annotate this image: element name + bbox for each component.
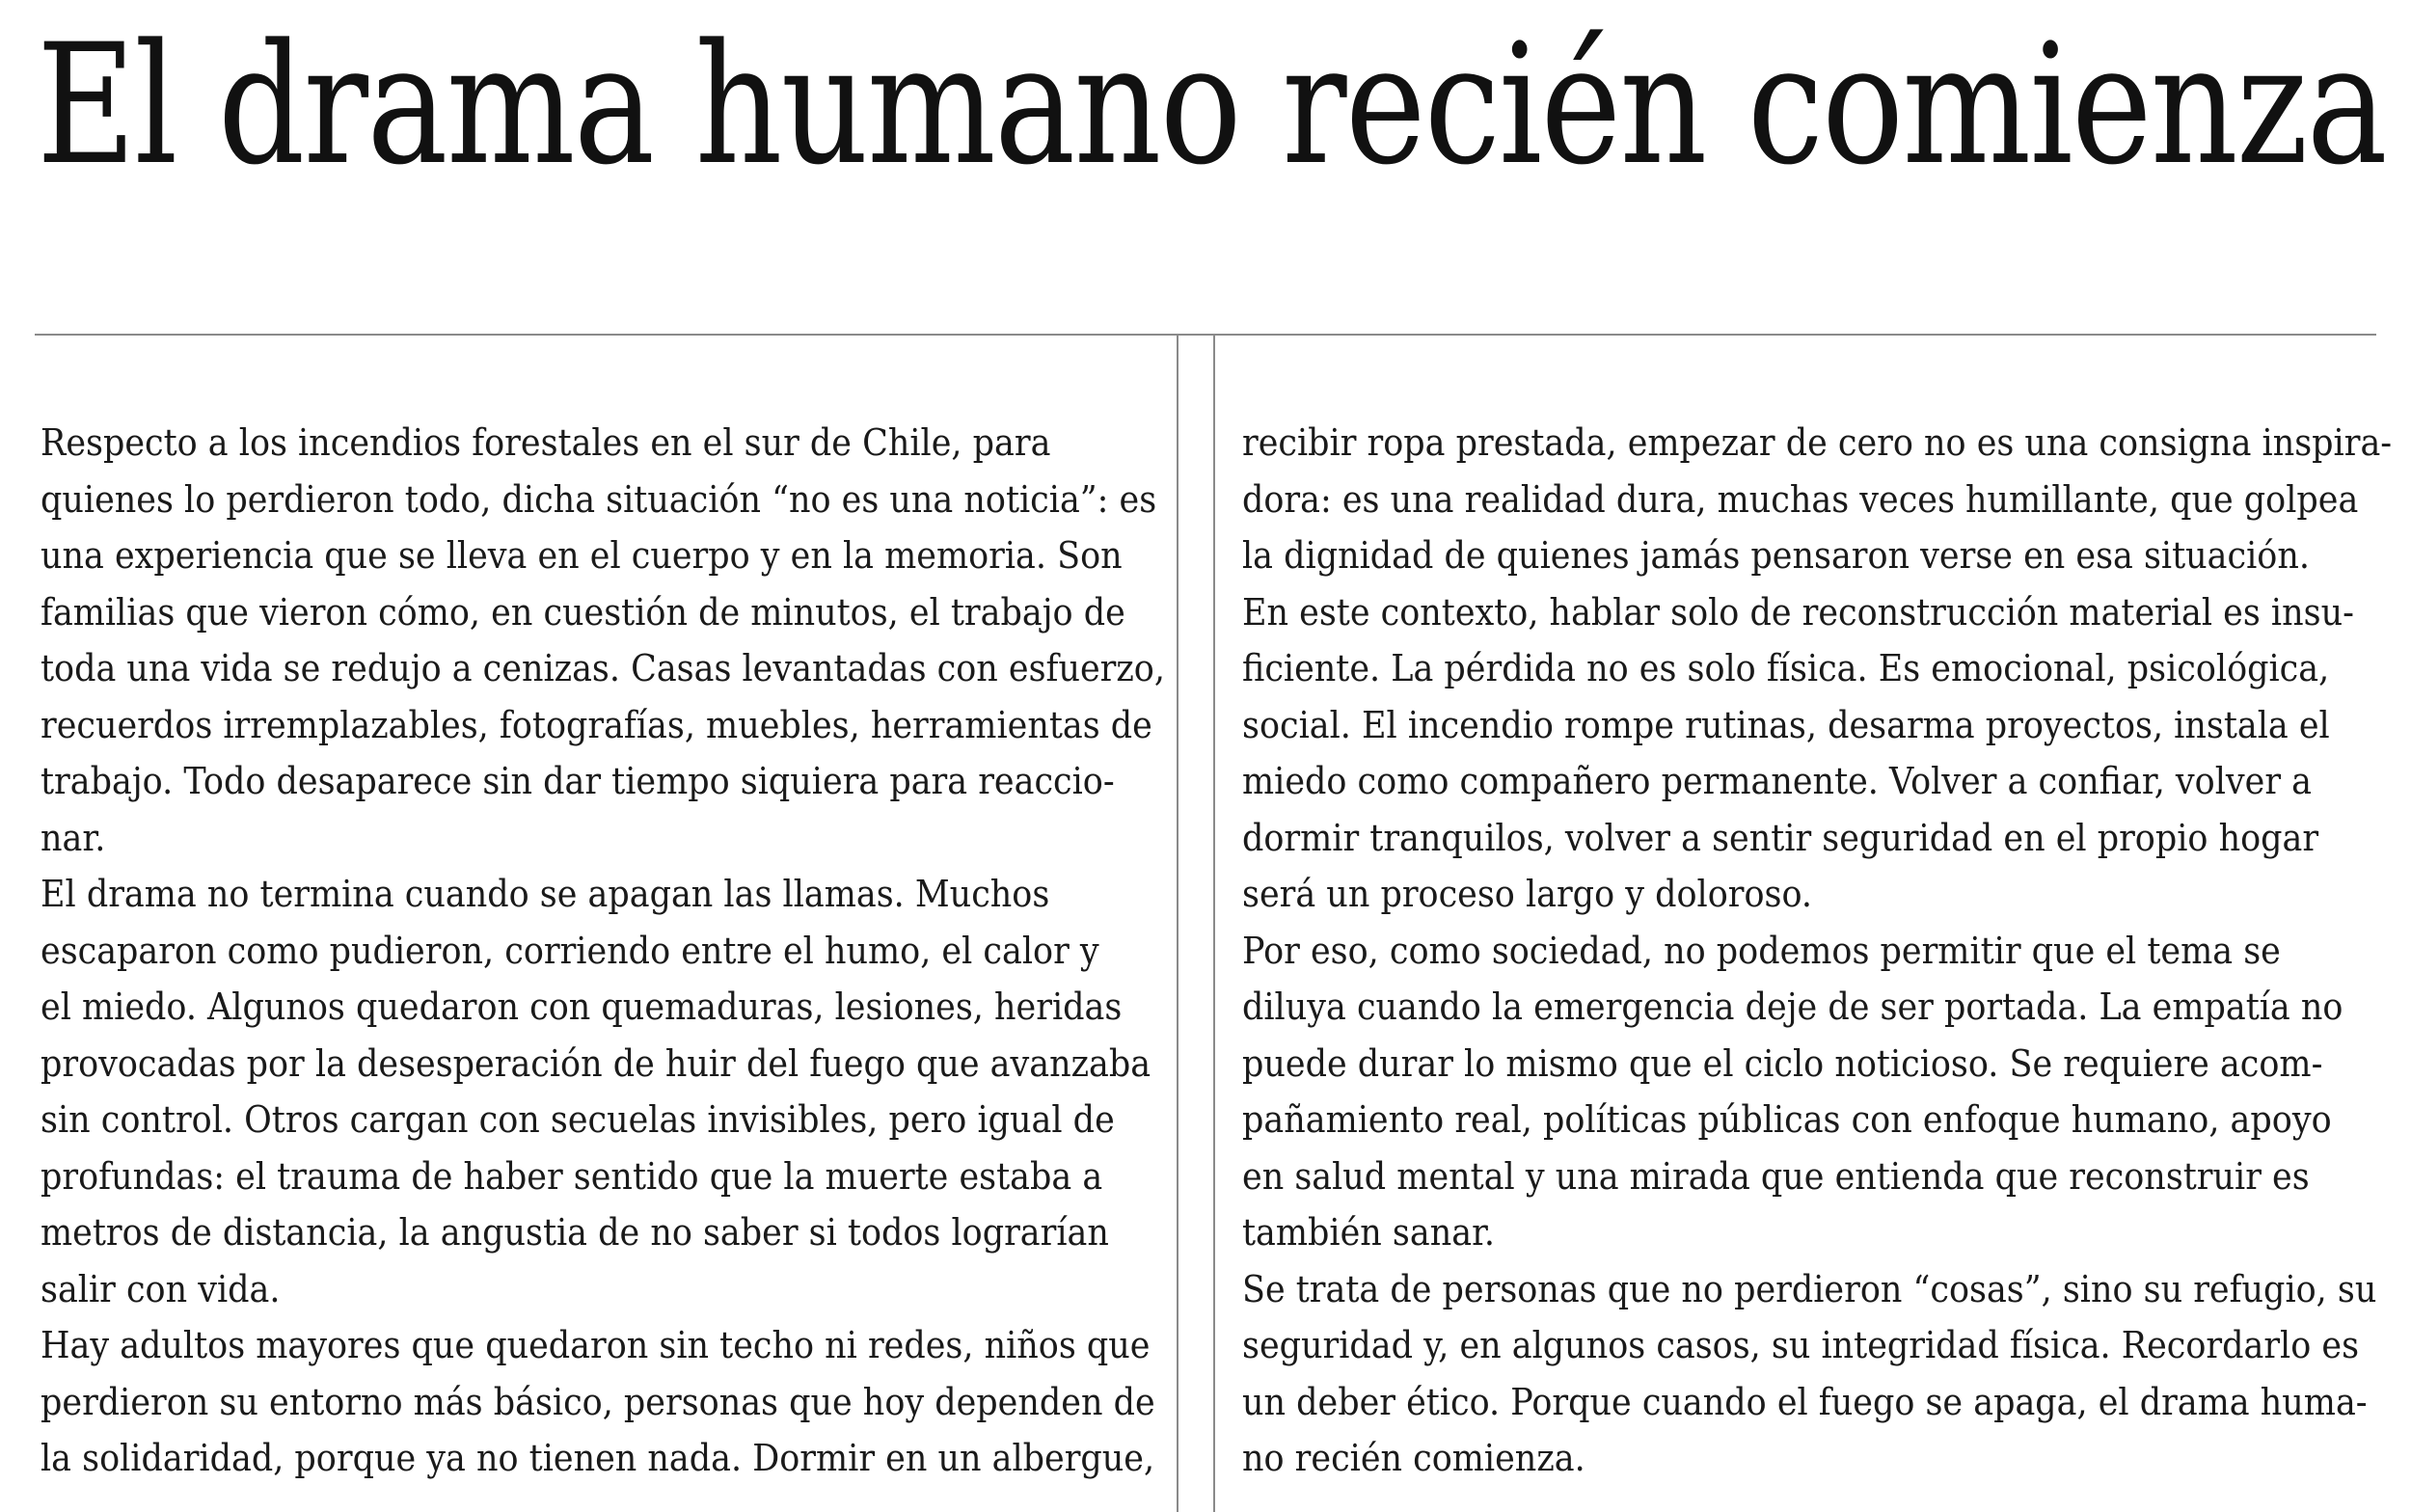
body-text-line: no recién comienza. (1242, 1437, 1585, 1479)
body-text-line: En este contexto, hablar solo de reconstrucción material es insu- (1242, 590, 2354, 634)
body-text-line: ficiente. La pérdida no es solo física. Es emocional, psicológica, (1242, 647, 2330, 689)
body-text-line: toda una vida se redujo a cenizas. Casas levantadas con esfuerzo, (41, 647, 1165, 689)
body-text-line: escaparon como pudieron, corriendo entre el humo, el calor y (41, 929, 1099, 972)
body-text-line: diluya cuando la emergencia deje de ser portada. La empatía no (1242, 986, 2343, 1028)
body-text-line: un deber ético. Porque cuando el fuego se apaga, el drama huma- (1242, 1380, 2368, 1423)
body-text-line: salir con vida. (41, 1267, 281, 1310)
body-text-line: el miedo. Algunos quedaron con quemaduras, lesiones, heridas (41, 986, 1123, 1028)
body-text-line: recibir ropa prestada, empezar de cero no es una consigna inspira- (1242, 421, 2393, 464)
body-text-line: quienes lo perdieron todo, dicha situación “no es una noticia”: es (41, 477, 1157, 521)
body-text-line: miedo como compañero permanente. Volver a confiar, volver a (1242, 760, 2313, 802)
body-text-line: puede durar lo mismo que el ciclo noticioso. Se requiere acom- (1242, 1041, 2323, 1085)
body-text-line: Por eso, como sociedad, no podemos permitir que el tema se (1242, 929, 2281, 972)
body-text-line: El drama no termina cuando se apagan las llamas. Muchos (41, 873, 1050, 915)
body-text-line: familias que vieron cómo, en cuestión de minutos, el trabajo de (41, 590, 1125, 634)
body-text-line: nar. (41, 816, 106, 859)
body-text-line: profundas: el trauma de haber sentido que la muerte estaba a (41, 1154, 1103, 1198)
body-text-line: una experiencia que se lleva en el cuerpo y en la memoria. Son (41, 534, 1123, 577)
body-text-line: pañamiento real, políticas públicas con enfoque humano, apoyo (1242, 1098, 2332, 1141)
body-text-line: la solidaridad, porque ya no tienen nada. Dormir en un albergue, (41, 1437, 1155, 1479)
body-text-line: perdieron su entorno más básico, personas que hoy dependen de (41, 1380, 1155, 1423)
body-text-line: recuerdos irremplazables, fotografías, muebles, herramientas de (41, 703, 1152, 746)
headline-divider (35, 334, 2376, 336)
column-divider-right (1213, 334, 1215, 1512)
body-text-line: Hay adultos mayores que quedaron sin techo ni redes, niños que (41, 1324, 1151, 1366)
body-text-line: social. El incendio rompe rutinas, desarma proyectos, instala el (1242, 703, 2330, 746)
body-text-line: también sanar. (1242, 1211, 1496, 1254)
body-text-line: metros de distancia, la angustia de no saber si todos lograrían (41, 1211, 1109, 1254)
body-text-line: sin control. Otros cargan con secuelas invisibles, pero igual de (41, 1098, 1115, 1141)
body-text-line: en salud mental y una mirada que entienda que reconstruir es (1242, 1154, 2310, 1198)
body-text-line: provocadas por la desesperación de huir del fuego que avanzaba (41, 1041, 1151, 1085)
body-text-line: la dignidad de quienes jamás pensaron verse en esa situación. (1242, 534, 2310, 577)
body-text-line: dormir tranquilos, volver a sentir seguridad en el propio hogar (1242, 816, 2319, 859)
body-text-line: trabajo. Todo desaparece sin dar tiempo siquiera para reaccio- (41, 760, 1115, 802)
article-headline: El drama humano recién comienza (37, 8, 2387, 202)
body-text-line: dora: es una realidad dura, muchas veces humillante, que golpea (1242, 477, 2359, 521)
body-text-line: Respecto a los incendios forestales en el sur de Chile, para (41, 421, 1051, 464)
body-text-line: será un proceso largo y doloroso. (1242, 873, 1812, 915)
body-text-line: Se trata de personas que no perdieron “cosas”, sino su refugio, su (1242, 1267, 2377, 1310)
article-column-right (1242, 415, 2393, 1487)
article-column-left (41, 415, 1178, 1487)
body-text-line: seguridad y, en algunos casos, su integridad física. Recordarlo es (1242, 1324, 2360, 1366)
